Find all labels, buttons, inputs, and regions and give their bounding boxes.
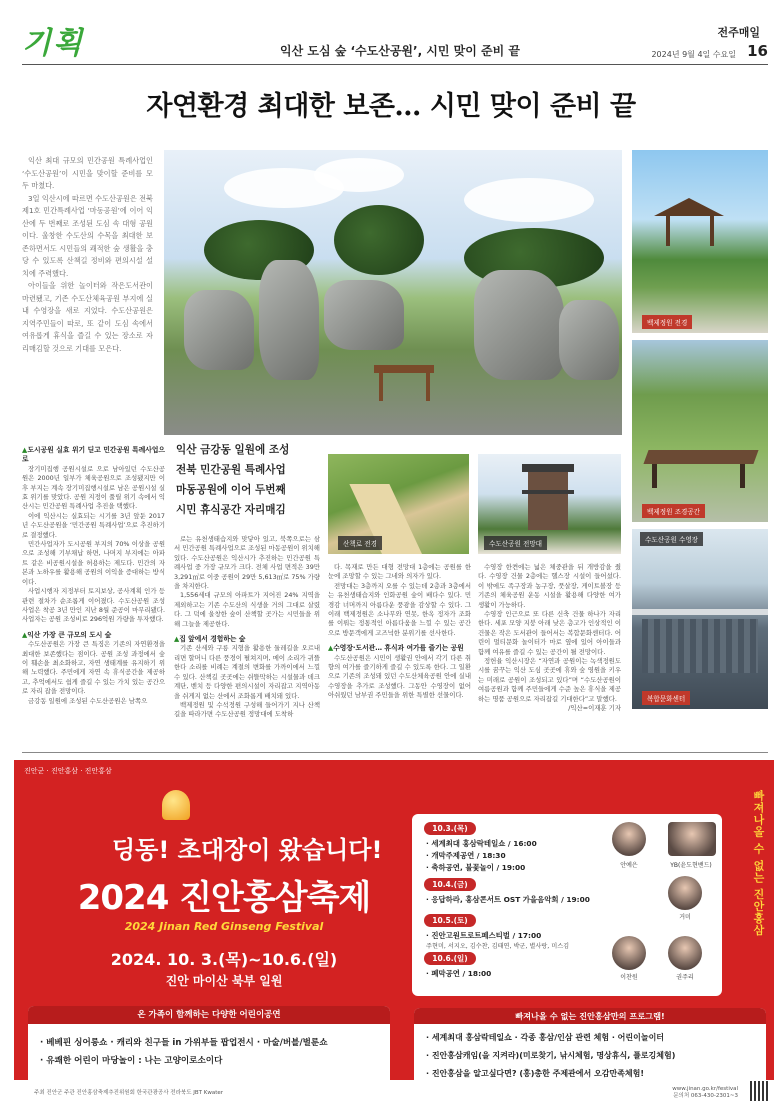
festival-english-title: 2024 Jinan Red Ginseng Festival <box>124 920 324 933</box>
festival-advertisement <box>14 760 774 1102</box>
signature-program-heading: 빠져나올 수 없는 진안홍삼만의 프로그램! <box>414 1008 766 1024</box>
subheading: ▲익산 가장 큰 규모의 도시 숲 <box>22 630 112 639</box>
paragraph: 사업시행자 지정부터 토지보상, 공사계획 인가 등 관련 절차가 순조롭게 이어졌다. 수도산공원 조성 사업은 착공 3년 만인 지난 8월 준공이 마무리됐다. 사업자는 공원 조성비로 296억원 가량을 투자했다. <box>22 587 165 624</box>
kids-program-heading: 온 가족이 함께하는 다양한 어린이공연 <box>28 1006 390 1024</box>
photo-caption: 백제정원 조경공간 <box>642 504 705 518</box>
ad-footer <box>14 1080 774 1102</box>
kids-program-line: · 유쾌한 어린이 마당놀이 : 나는 고양이로소이다 <box>40 1056 223 1066</box>
performer-photo <box>668 936 702 970</box>
schedule-event: · 개막주제공연 / 18:30 <box>426 851 506 860</box>
schedule-event: · 폐막공연 / 18:00 <box>426 969 492 978</box>
schedule-event: · 응답하라, 홍삼콘서트 OST 가을음악회 / 19:00 <box>426 895 590 904</box>
schedule-event: · 세계최대 홍삼락테일쇼 / 16:00 <box>426 839 537 848</box>
performer-name: 거미 <box>679 914 691 921</box>
performer-name: 이찬원 <box>620 974 638 981</box>
page-number: 16 <box>747 42 768 60</box>
photo-caption: 수도산공원 수영장 <box>640 532 703 546</box>
performer-photo <box>612 936 646 970</box>
paragraph: 1,556세대 규모의 아파트가 지어진 24% 지역을 제외하고는 기존 수도산의 식생을 거의 그대로 살렸다. 그 덕에 울창한 숲이 산책할 곳가는 시민들을 위해 그늘을 제공한다. <box>174 591 320 628</box>
photo-baekje-garden <box>632 150 768 333</box>
schedule-day: 10.5.(토) <box>424 914 476 927</box>
performer-name: YB(윤도현밴드) <box>670 862 712 869</box>
festival-emblem: 진안홍삼축제 <box>444 987 491 996</box>
schedule-day: 10.6.(일) <box>424 952 476 965</box>
festival-dates: 2024. 10. 3.(목)~10.6.(일) <box>110 950 338 969</box>
signature-program-line: · 진안홍삼을 알고싶다면? (홍)총한 주제관에서 오감만족체험! <box>426 1069 645 1078</box>
schedule-note: 주현미, 서지오, 김수찬, 김태연, 박군, 별사랑, 미스김 <box>426 943 570 950</box>
article-column-3 <box>328 563 471 745</box>
paragraph: 정헌율 익산시장은 “자연과 공원이는 녹색정원도시를 꿈꾸는 익산 도심 곳곳에 휴와 숲 영원을 키우는 미래로 공원이 조성되고 있다”며 “수도산공원이 여름공원과 함께 주민들에게 수준 높은 휴식을 제공하는 명품 공원으로 자리잡길 기대한다”고 말했다. <box>478 657 621 703</box>
ad-vertical-slogan: 빠져나올 수 없는 진안홍삼 <box>752 790 765 937</box>
paragraph: 백제정원 및 수석정원 구성해 들어가기 지나 산책길을 따라가면 수도산공원 정망대에 도착하 <box>174 700 320 719</box>
section-mark: 기획 <box>22 26 84 61</box>
performer-photo <box>668 876 702 910</box>
photo-walking-path <box>328 454 469 554</box>
article-lead <box>22 155 153 355</box>
sponsor-list: 주최 진안군 주관 진안홍삼축제추진위원회 한국관광공사 전라북도 JBT Kwater <box>34 1090 224 1096</box>
photo-caption: 산책로 전경 <box>338 536 382 550</box>
subheading: ▲도시공원 실효 위기 딛고 민간공원 특례사업으로 <box>22 446 165 464</box>
ad-logos: 진안군 · 진안홍삼 · 진안홍삼 <box>24 767 112 775</box>
festival-place: 진안 마이산 북부 일원 <box>165 974 283 988</box>
festival-schedule <box>412 814 722 996</box>
paragraph: 기존 산세와 구릉 지형을 활용한 둘레길을 오르내리면 할머니 다른 풍경이 펼쳐지며, 메이 소리가 귀뜰한다 소리를 비례는 계절의 변화를 가까이에서 느낄 수 있다. 산책길 곳곳에는 쉬뜰막하는 시설물과 데크계단, 벤치 등 다양한 편의시설이 자리잡고 지역아동을 쉬게지 없는 산에서 조화롭게 배치돼 있다. <box>174 644 320 700</box>
paragraph: 금강동 일원에 조성된 수도산공원은 남쪽으 <box>28 696 148 705</box>
lead-paragraph: 3일 익산시에 따르면 수도산공원은 전북 제1호 민간특례사업 ‘마동공원’에 이어 익산에 두 번째로 조성된 도심 속 대형 공원이다. 울창한 수도산의 수목을 최대한 보존하면서도 시민들의 쾌적한 숲 생활을 충당 수 있도록 산책길 정비와 편의시설 설치에 주력했다. <box>22 193 153 278</box>
paragraph: 전망대는 3층까지 오를 수 있는데 2층과 3층에서는 유천생태습지와 인화공원 숲이 배다수 있다. 민경감 너머까지 아름다운 풍광을 감상할 수 있다. 그 이래 백제정원은 소나무와 연못, 한옥 정자가 조화를 이뤄는 정통적인 아름다움을 느낄 수 있는 공간으로 방문객에게 고즈넉한 분위기를 선사한다. <box>328 581 471 637</box>
paragraph: 수도산공원은 가장 큰 특징은 기존의 자연환경을 최대한 보존했다는 점이다. 공원 조성 과정에서 숲이 훼손을 최소화하고, 자연 생태계를 유지하기 위해 노력했다. 주민에게 자연 속 휴식공간을 제공하고, 추억에서도 쉽게 즐길 수 있는 가치 있는 공간으로 자리 잡을 전망이다. <box>22 640 165 696</box>
signature-program-line: · 세계최대 홍삼락테일쇼 · 각종 홍삼/인삼 관련 체험 · 어린이놀이터 <box>426 1033 665 1042</box>
quote-line: 시민 휴식공간 자리매김 <box>176 504 286 516</box>
schedule-event: · 축하공연, 불꽃놀이 / 19:00 <box>426 863 526 872</box>
photo-observation-tower <box>478 454 621 554</box>
header-divider <box>22 64 768 65</box>
footer-contact <box>672 1086 738 1100</box>
paragraph: 이에 익산시는 실효되는 시기를 3년 앞둔 2017년 수도산공원을 ‘민간공원 특례사업’으로 추진하기로 결정했다. <box>22 511 165 539</box>
kids-program-line: · 베베핀 싱어롱쇼 · 캐리와 친구들 in 가위부들 팝업전시 · 마술/버블/벌룬쇼 <box>40 1038 328 1048</box>
signature-program-line: · 진안홍삼캐임(을 지켜라)(미로찾기, 낚시체험, 명상휴식, 플로깅체험) <box>426 1051 676 1060</box>
article-headline: 자연환경 최대한 보존… 시민 맞이 준비 끝 <box>146 91 636 122</box>
main-photo-rock-garden <box>164 150 622 435</box>
issue-date: 2024년 9월 4일 수요일 <box>651 50 736 59</box>
quote-line: 마동공원에 이어 두번째 <box>176 484 286 496</box>
schedule-day: 10.3.(목) <box>424 822 476 835</box>
photo-caption: 수도산공원 전망대 <box>484 536 547 550</box>
article-column-1 <box>22 440 165 744</box>
subheading: ▲수영장·도서관… 휴식과 여가를 즐기는 공원 <box>328 644 464 653</box>
performer-name: 권주리 <box>676 974 694 981</box>
schedule-day: 10.4.(금) <box>424 878 476 891</box>
subheading: ▲집 앞에서 경험하는 숲 <box>174 635 246 644</box>
performer-name: 안예은 <box>620 862 638 869</box>
newspaper-name: 전주매일 <box>717 26 760 39</box>
festival-url: www.jinan.go.kr/festival <box>672 1086 738 1092</box>
paragraph: 수영장 인근으로 또 다른 신축 건물 하나가 자리한다. 세포 모양 지붕 아래 낮은 층고가 인상적인 이 건물은 작은 도서관이 들어서는 복합문화센터다. 어린이 멀티문화 놀이터가 마로 옆에 있어 아이들과 함께 여유를 즐길 수 있는 공간이 될 전망이다. <box>478 610 621 656</box>
quote-line: 전북 민간공원 특례사업 <box>176 464 286 476</box>
paragraph: 다. 목재로 만든 대형 전망대 1층에는 공원를 한눈에 조망할 수 있는 그네와 의자가 있다. <box>328 563 471 581</box>
paragraph: 수영장 한켠에는 넓은 체중관을 뒤 개방감을 줬다. 수영장 건물 2층에는 헬스장 시설이 들어섰다. 이 밖에도 족구장과 농구장, 풋살장, 게이트볼장 등 기존의 체육공원 운동 시설을 활용해 다양한 여가 생활이 가능하다. <box>478 563 621 609</box>
article-column-4 <box>478 563 621 745</box>
pull-quote <box>176 440 322 520</box>
ad-invitation-text: 딩동! 초대장이 왔습니다! <box>112 836 383 864</box>
quote-line: 익산 금강동 일원에 조성 <box>176 444 290 456</box>
header-title: 익산 도심 숲 ‘수도산공원’, 시민 맞이 준비 끝 <box>280 44 520 58</box>
photo-pool-building <box>632 529 768 709</box>
paragraph: 장기미집행 공원시설로 으로 남아있던 수도산공원은 2000년 일부가 체육공원으로 조성됐지만 이후 부지는 계속 장기미집행시설로 남은 공원시설 실효 위기를 맞았다. 공원 지정이 풀릴 위기 속에서 익산시는 민간공원 특례사업 추진을 택했다. <box>22 464 165 511</box>
festival-title: 2024 진안홍삼축제 <box>77 878 371 918</box>
bell-icon <box>162 790 190 820</box>
qr-code-icon <box>750 1081 770 1101</box>
paragraph: 수도산공원은 시민이 생활권 안에서 각기 다른 취향의 여가를 즐기하게 즐길 수 있도록 한다. 그 일환으로 기존의 조성돼 있던 수도산체육공원 안에 실내 수영장을 추가로 조성했다. 그동안 수영장이 없어 아쉬웠던 남부권 주민들을 위한 특별한 선물이다. <box>328 653 471 700</box>
lead-paragraph: 아이들을 위한 놀이터와 작은도서관이 마련됐고, 기존 수도산체육공원 부지에 실내 수영장을 새로 지었다. 수도산공원은 지역주민들이 따로, 또 같이 도심 속에서 여유롭게 휴식을 즐길 수 있는 장소로 자리매김할 것으로 기대를 모은다. <box>22 281 153 353</box>
paragraph: 민간사업자가 도시공원 부지의 70% 이상을 공원으로 조성해 기부채납 하면, 나머지 부지에는 아파트 같은 비공원시설을 허용하는 제도다. 민간의 자본과 노하우를 활용해 공원의 이익을 증대하는 방식이다. <box>22 540 165 586</box>
lead-paragraph: 익산 최대 규모의 민간공원 특례사업인 ‘수도산공원’이 시민을 맞이할 준비를 모두 마쳤다. <box>22 156 153 190</box>
ad-divider <box>22 752 768 753</box>
photo-caption: 복합문화센터 <box>642 691 690 705</box>
performer-photo <box>612 822 646 856</box>
paragraph: 로는 유천생태습지와 맞닿아 있고, 북쪽으로는 삼서 민간공원 특례사업으로 조성된 마동공원이 위치해 있다. 수도산공원은 익산시가 추진하는 민간공원 특례사업 중 가장 규모가 크다. 전체 사업 면적은 39만 3,291㎡로 이중 공원이 29만 5,613㎡로 75% 가량을 차지한다. <box>174 535 320 591</box>
photo-bench-area <box>632 340 768 522</box>
schedule-event: · 진안고원트로트페스티벌 / 17:00 <box>426 931 542 940</box>
article-column-2 <box>174 535 320 745</box>
festival-tel: 문의처 063-430-2301~3 <box>673 1093 738 1099</box>
photo-caption: 백제정원 전경 <box>642 315 692 329</box>
byline: /익산=이재훈 기자 <box>568 704 621 713</box>
performer-photo <box>668 822 716 856</box>
